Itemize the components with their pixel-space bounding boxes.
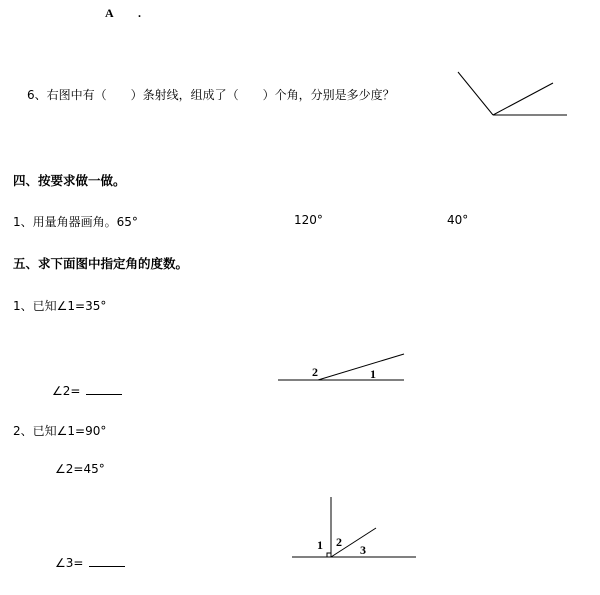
q2-label-1: 1 [317, 538, 323, 552]
section-4-title: 四、按要求做一做。 [13, 173, 126, 188]
q1-ray [318, 354, 404, 380]
angle-3-answer-label: ∠3= [55, 556, 84, 570]
q6-ray-middle [493, 83, 553, 115]
angle-2-answer-blank[interactable] [86, 383, 122, 395]
angle-40-label: 40° [447, 213, 469, 227]
angle-3-answer-blank[interactable] [89, 555, 125, 567]
q1-label-1: 1 [370, 367, 376, 381]
q6-rays-figure [455, 70, 570, 120]
q1-angle-figure [276, 350, 408, 385]
q2-label-3: 3 [360, 543, 366, 557]
section-5-q2-given-2: ∠2=45° [55, 462, 105, 476]
section-5-q2-answer [55, 555, 125, 570]
header-fragment-dot: . [138, 6, 142, 20]
q2-label-2: 2 [336, 535, 342, 549]
question-6: 6、右图中有（ ）条射线，组成了（ ）个角，分别是多少度？ [27, 88, 395, 102]
header-fragment-letter: A [105, 6, 114, 20]
right-angle-marker [327, 553, 331, 557]
q6-ray-left [458, 72, 493, 115]
section-5-title: 五、求下面图中指定角的度数。 [13, 256, 189, 271]
section-4-q1: 1、用量角器画角。65° [13, 215, 138, 229]
q1-label-2: 2 [312, 365, 318, 379]
section-5-q1-given: 1、已知∠1=35° [13, 299, 107, 313]
q2-angle-figure [290, 496, 420, 561]
header-fragment [105, 6, 141, 21]
section-5-q1-answer [52, 383, 122, 398]
section-5-q2-given: 2、已知∠1=90° [13, 424, 107, 438]
angle-120-label: 120° [294, 213, 323, 227]
angle-2-answer-label: ∠2= [52, 384, 81, 398]
